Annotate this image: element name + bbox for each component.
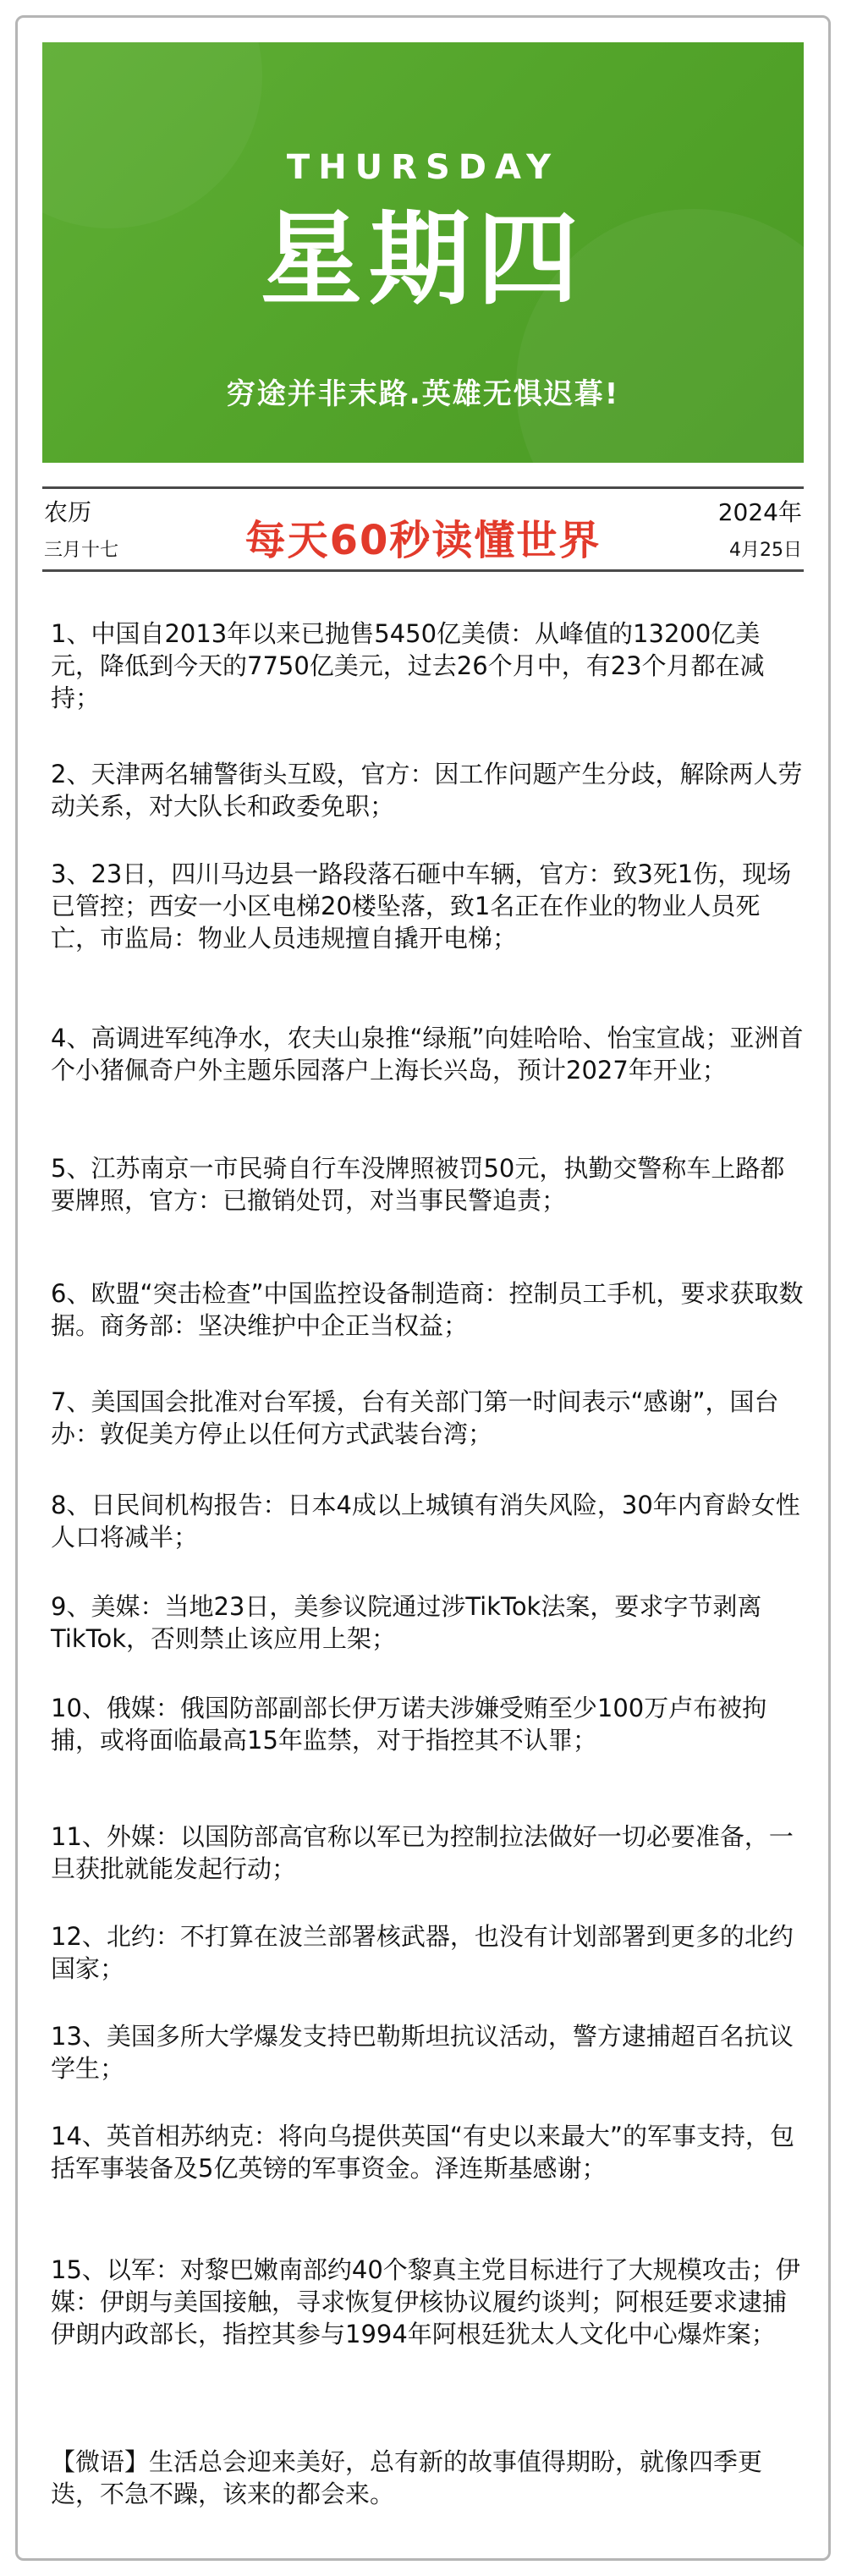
news-item: 9、美媒：当地23日，美参议院通过涉TikTok法案，要求字节剥离TikTok，否则禁止该应用上架；	[51, 1592, 762, 1653]
daily-quote: 【微语】生活总会迎来美好，总有新的故事值得期盼，就像四季更迭，不急不躁，该来的都会来。	[51, 2447, 763, 2508]
news-item: 12、北约：不打算在波兰部署核武器，也没有计划部署到更多的北约国家；	[51, 1922, 794, 1983]
news-item: 10、俄媒：俄国防部副部长伊万诺夫涉嫌受贿至少100万卢布被拘捕，或将面临最高15年监禁，对于指控其不认罪；	[51, 1694, 767, 1755]
news-item: 14、英首相苏纳克：将向乌提供英国“有史以来最大”的军事支持，包括军事装备及5亿英镑的军事资金。泽连斯基感谢；	[51, 2122, 794, 2183]
year-label: 2024年	[717, 498, 802, 526]
lunar-date: 三月十七	[44, 540, 119, 561]
weekday-english: THURSDAY	[286, 148, 560, 187]
news-item: 2、天津两名辅警街头互殴，官方：因工作问题产生分歧，解除两人劳动关系，对大队长和政委免职；	[51, 760, 803, 821]
news-item: 7、美国国会批准对台军援，台有关部门第一时间表示“感谢”，国台办：敦促美方停止以任何方式武装台湾；	[51, 1387, 779, 1448]
weekday-banner	[42, 42, 804, 463]
weekday-chinese: 星期四	[261, 201, 585, 319]
divider	[42, 486, 804, 489]
news-item: 4、高调进军纯净水，农夫山泉推“绿瓶”向娃哈哈、怡宝宣战；亚洲首个小猪佩奇户外主题乐园落户上海长兴岛，预计2027年开业；	[51, 1024, 804, 1085]
news-item: 13、美国多所大学爆发支持巴勒斯坦抗议活动，警方逮捕超百名抗议学生；	[51, 2022, 794, 2083]
lunar-label: 农历	[44, 498, 92, 526]
news-item: 15、以军：对黎巴嫩南部约40个黎真主党目标进行了大规模攻击；伊媒：伊朗与美国接触，寻求恢复伊核协议履约谈判；阿根廷要求逮捕伊朗内政部长，指控其参与1994年阿根廷犹太人文化中心爆炸案；	[51, 2255, 800, 2348]
news-item: 6、欧盟“突击检查”中国监控设备制造商：控制员工手机，要求获取数据。商务部：坚决维护中企正当权益；	[51, 1279, 804, 1340]
banner-decoration	[42, 42, 262, 228]
news-item: 11、外媒：以国防部高官称以军已为控制拉法做好一切必要准备，一旦获批就能发起行动；	[51, 1822, 794, 1883]
news-item: 5、江苏南京一市民骑自行车没牌照被罚50元，执勤交警称车上路都要牌照，官方：已撤销处罚，对当事民警追责；	[51, 1154, 785, 1215]
page-title: 每天60秒读懂世界	[244, 517, 602, 564]
month-day: 4月25日	[729, 540, 802, 561]
news-item: 1、中国自2013年以来已抛售5450亿美债：从峰值的13200亿美元，降低到今天的7750亿美元，过去26个月中，有23个月都在减持；	[51, 619, 765, 712]
news-item: 3、23日，四川马边县一路段落石砸中车辆，官方：致3死1伤，现场已管控；西安一小区电梯20楼坠落，致1名正在作业的物业人员死亡，市监局：物业人员违规擅自撬开电梯；	[51, 860, 792, 953]
news-item: 8、日民间机构报告：日本4成以上城镇有消失风险，30年内育龄女性人口将减半；	[51, 1491, 800, 1552]
divider	[42, 569, 804, 572]
banner-motto: 穷途并非末路.英雄无惧迟暮!	[226, 377, 620, 411]
